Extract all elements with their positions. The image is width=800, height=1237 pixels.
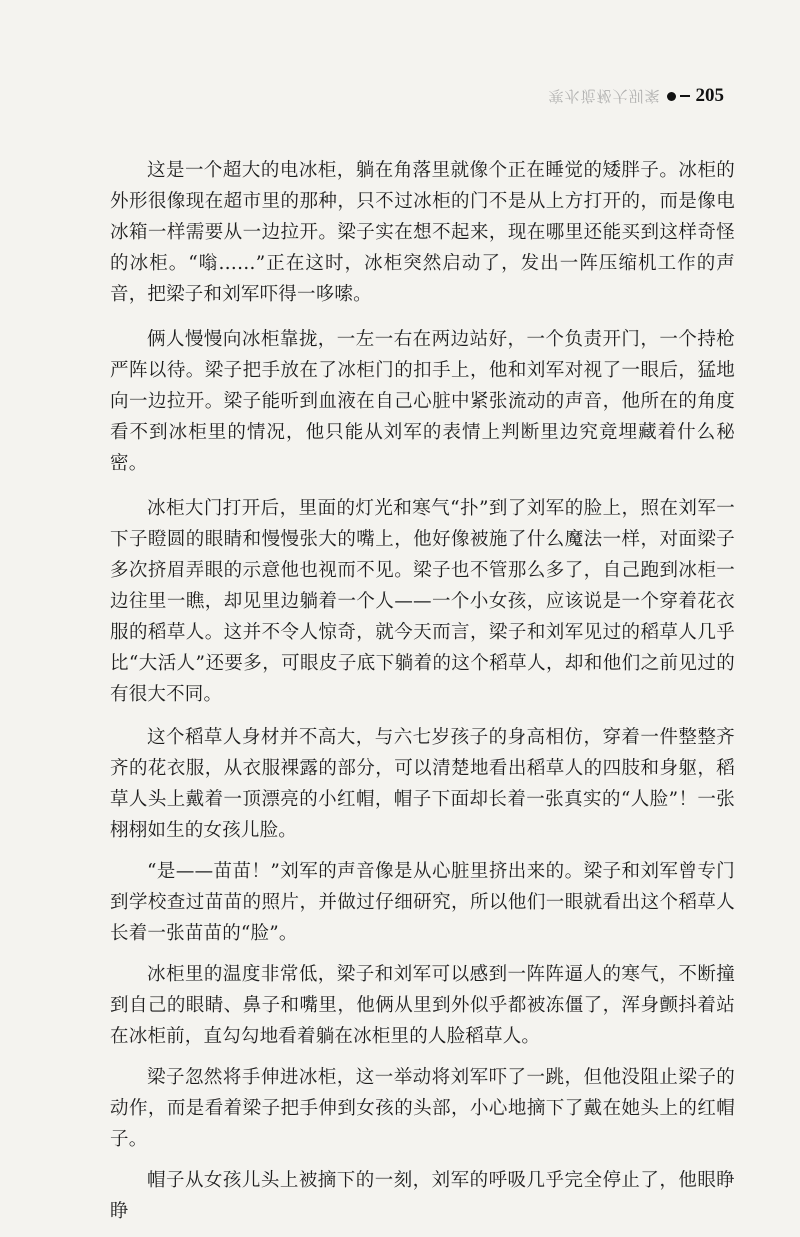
paragraph: “是——苗苗！”刘军的声音像是从心脏里挤出来的。梁子和刘军曾专门到学校查过苗苗的照片，并做过仔细研究，所以他们一眼就看出这个稻草人长着一张苗苗的“脸”。	[110, 861, 735, 944]
paragraph: 俩人慢慢向冰柜靠拢，一左一右在两边站好，一个负责开门，一个持枪严阵以待。梁子把手放在了冰柜门的扣手上，他和刘军对视了一眼后，猛地向一边拉开。梁子能听到血液在自己心脏中紧张流动的声音，他所在的角度看不到冰柜里的情况，他只能从刘军的表情上判断里边究竟埋藏着什么秘密。	[110, 329, 735, 474]
paragraph: 这个稻草人身材并不高大，与六七岁孩子的身高相仿，穿着一件整整齐齐的花衣服，从衣服裸露的部分，可以清楚地看出稻草人的四肢和身躯，稻草人头上戴着一顶漂亮的小红帽，帽子下面却长着一张真实的“人脸”！一张栩栩如生的女孩儿脸。	[110, 727, 735, 841]
body-text	[110, 155, 735, 1237]
paragraph: 冰柜大门打开后，里面的灯光和寒气“扑”到了刘军的脸上，照在刘军一下子瞪圆的眼睛和慢慢张大的嘴上，他好像被施了什么魔法一样，对面梁子多次挤眉弄眼的示意他也视而不见。梁子也不管那么多了，自己跑到冰柜一边往里一瞧，却见里边躺着一个人——一个小女孩，应该说是一个穿着花衣服的稻草人。这并不令人惊奇，就今天而言，梁子和刘军见过的稻草人几乎比“大活人”还要多，可眼皮子底下躺着的这个稻草人，却和他们之前见过的有很大不同。	[110, 498, 735, 705]
page-number: 205	[695, 85, 724, 106]
header-bullet-icon	[667, 92, 676, 101]
paragraph: 这是一个超大的电冰柜，躺在角落里就像个正在睡觉的矮胖子。冰柜的外形很像现在超市里的那种，只不过冰柜的门不是从上方打开的，而是像电冰箱一样需要从一边拉开。梁子实在想不起来，现在哪里还能买到这样奇怪的冰柜。“嗡……”正在这时，冰柜突然启动了，发出一阵压缩机工作的声音，把梁子和刘军吓得一哆嗦。	[110, 160, 735, 305]
paragraph: 冰柜里的温度非常低，梁子和刘军可以感到一阵阵逼人的寒气，不断撞到自己的眼睛、鼻子和嘴里，他俩从里到外似乎都被冻僵了，浑身颤抖着站在冰柜前，直勾勾地看着躺在冰柜里的人脸稻草人。	[110, 964, 735, 1047]
paragraph: 梁子忽然将手伸进冰柜，这一举动将刘军吓了一跳，但他没阻止梁子的动作，而是看着梁子把手伸到女孩的头部，小心地摘下了戴在她头上的红帽子。	[110, 1067, 735, 1150]
header-dash-icon	[680, 95, 690, 97]
running-header	[548, 84, 724, 108]
header-title: 寒水诡秘大别案	[548, 86, 661, 105]
paragraph: 帽子从女孩儿头上被摘下的一刻，刘军的呼吸几乎完全停止了，他眼睁睁	[110, 1170, 735, 1222]
